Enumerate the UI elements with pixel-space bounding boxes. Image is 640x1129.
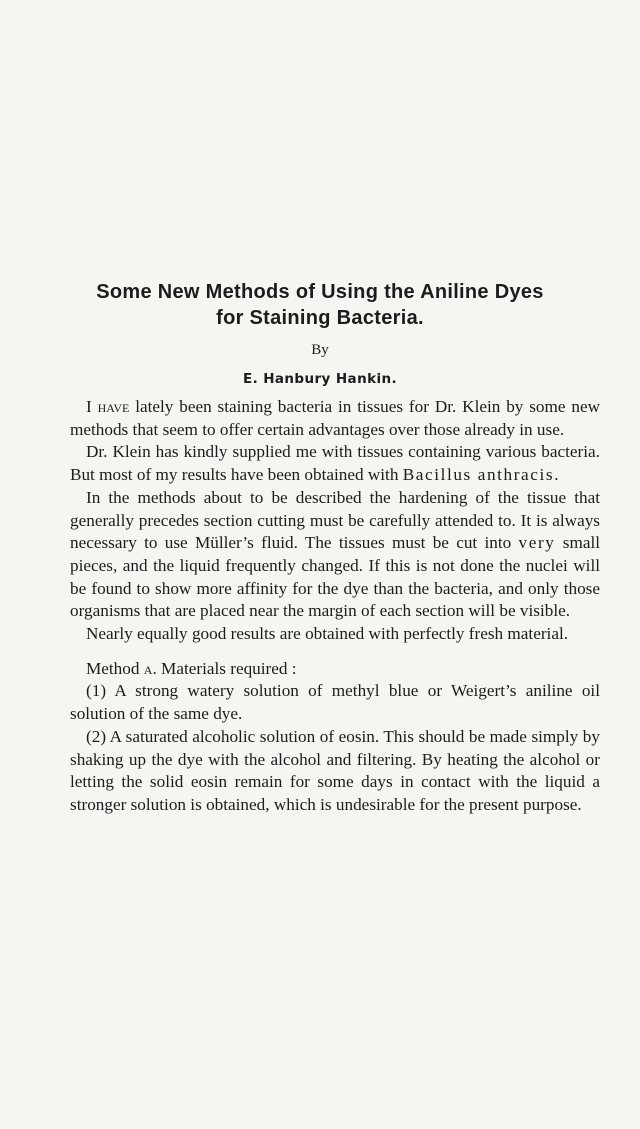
paragraph-intro-rest: lately been staining bacteria in tissues for Dr. Klein by some new methods that seem to offer certain advantages over those already in use. bbox=[70, 397, 600, 439]
paragraph-hardening-after: small pieces, and the liquid frequently changed. If this is not done the nuclei will be found to show more affinity for the dye than the bacteria, and only those organisms that are placed near the margin of each section will be visible. bbox=[70, 533, 600, 621]
method-a-letter: a bbox=[143, 658, 153, 678]
byline-by: By bbox=[311, 342, 329, 358]
paragraph-tissues bbox=[70, 441, 600, 486]
paragraph-fresh-material: Nearly equally good results are obtained with perfectly fresh material. bbox=[86, 624, 569, 644]
paragraph-hardening bbox=[70, 487, 600, 623]
bacillus-name: Bacillus anthracis bbox=[402, 465, 555, 485]
article-title-line-1: Some New Methods of Using the Aniline Dyes bbox=[96, 281, 544, 303]
paragraph-intro bbox=[70, 396, 600, 441]
emphasis-very: very bbox=[518, 533, 556, 553]
author-name: E. Hanbury Hankin. bbox=[242, 371, 398, 387]
paragraph-hardening-before: In the methods about to be described the hardening of the tissue that generally precedes section cutting must be carefully attended to. It is always necessary to use Müller’s fluid. The tissues must be cut into bbox=[70, 487, 600, 553]
paragraph-intro-start: I bbox=[86, 397, 98, 416]
article-body bbox=[70, 396, 600, 817]
method-a-after: . Materials required : bbox=[152, 658, 297, 678]
paragraph-material-2: (2) A saturated alcoholic solution of eosin. This should be made simply by shaking up the dye with the alcohol and filtering. By heating the alcohol or letting the solid eosin remain for some days in contact with the liquid a stronger solution is obtained, which is undesirable for the present purpose. bbox=[70, 726, 600, 814]
paragraph-intro-smallcaps: have bbox=[97, 397, 130, 416]
paragraph-tissues-after: . bbox=[554, 465, 559, 485]
paragraph-material-1: (1) A strong watery solution of methyl blue or Weigert’s aniline oil solution of the same dye. bbox=[70, 681, 600, 724]
article-title-line-2: for Staining Bacteria. bbox=[216, 307, 424, 329]
paragraph-tissues-before: Dr. Klein has kindly supplied me with tissues containing various bacteria. But most of my results have been obtained with bbox=[70, 442, 600, 485]
paragraph-method-a bbox=[70, 658, 600, 681]
method-a-before: Method bbox=[86, 658, 144, 678]
